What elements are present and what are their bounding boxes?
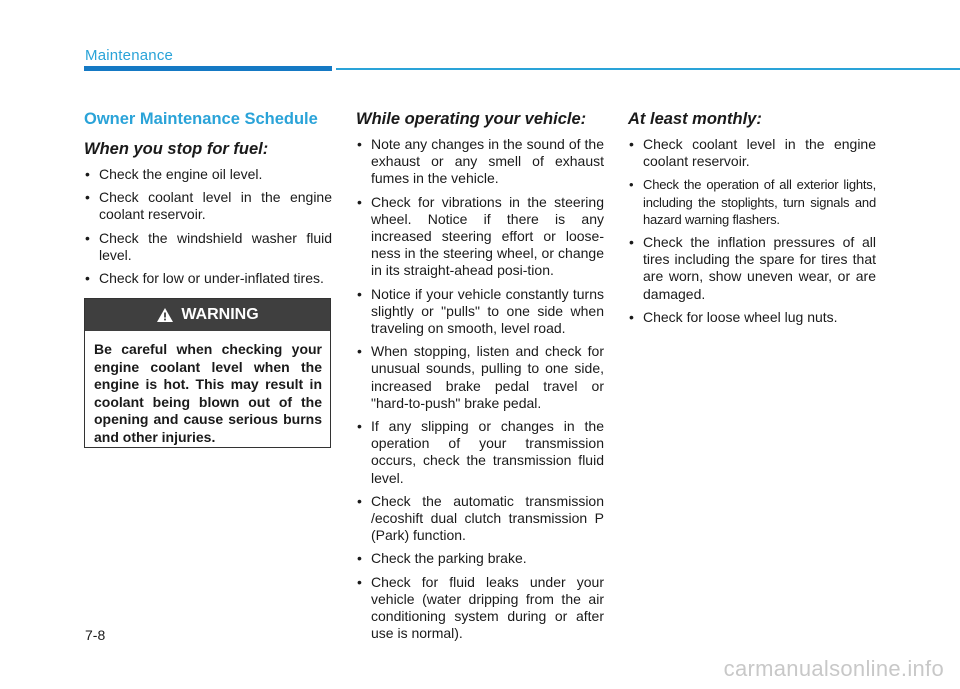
list-item: • Check the operation of all exterior lights, including the stoplights, turn signals and hazard warning flashers. <box>628 176 876 228</box>
warning-header <box>85 299 330 331</box>
column-right <box>628 110 876 332</box>
column-left <box>84 110 332 293</box>
list-item: • Check the inflation pressures of all tires including the spare for tires that are worn, show uneven wear, or are damaged. <box>628 234 876 303</box>
warning-box <box>84 298 331 448</box>
operating-list <box>356 136 604 642</box>
list-item: • If any slipping or changes in the operation of your transmission occurs, check the transmission fluid level. <box>356 418 604 487</box>
section-label: Maintenance <box>85 47 174 64</box>
list-item: • Note any changes in the sound of the exhaust or any smell of exhaust fumes in the vehicle. <box>356 136 604 188</box>
page-title: Owner Maintenance Schedule <box>84 110 318 128</box>
monthly-heading: At least monthly: <box>628 110 762 128</box>
fuel-list <box>84 166 332 287</box>
list-item: • Check the windshield washer fluid level. <box>84 230 332 264</box>
list-item: • When stopping, listen and check for unusual sounds, pulling to one side, increased brake pedal travel or "hard-to-push" brake pedal. <box>356 343 604 412</box>
column-middle <box>356 110 604 648</box>
list-item: • Check coolant level in the engine coolant reservoir. <box>628 136 876 170</box>
list-item: • Check coolant level in the engine coolant reservoir. <box>84 189 332 223</box>
list-item: • Check the automatic transmission /ecoshift dual clutch transmission P (Park) function. <box>356 493 604 545</box>
list-item: • Check for low or under-inflated tires. <box>84 270 332 287</box>
list-item: • Check for loose wheel lug nuts. <box>628 309 876 326</box>
list-item: • Check for vibrations in the steering wheel. Notice if there is any increased steering effort or loose-ness in the steering wheel, or change in its straight-ahead posi-tion. <box>356 194 604 280</box>
header-rule-dark <box>84 66 332 71</box>
list-item: • Check the engine oil level. <box>84 166 332 183</box>
warning-triangle-icon <box>156 307 174 323</box>
list-item: • Check for fluid leaks under your vehicle (water dripping from the air conditioning system during or after use is normal). <box>356 574 604 643</box>
watermark: carmanualsonline.info <box>723 656 944 681</box>
list-item: • Notice if your vehicle constantly turns slightly or "pulls" to one side when traveling on smooth, level road. <box>356 286 604 338</box>
fuel-heading: When you stop for fuel: <box>84 140 269 158</box>
operating-heading: While operating your vehicle: <box>356 110 587 128</box>
header-rule-light <box>336 68 960 70</box>
list-item: • Check the parking brake. <box>356 550 604 567</box>
monthly-list <box>628 136 876 326</box>
page-number: 7-8 <box>85 627 106 643</box>
warning-label: WARNING <box>181 306 259 323</box>
warning-text: Be careful when checking your engine coolant level when the engine is hot. This may result in coolant being blown out of the opening and cause serious burns and other injuries. <box>94 341 322 445</box>
